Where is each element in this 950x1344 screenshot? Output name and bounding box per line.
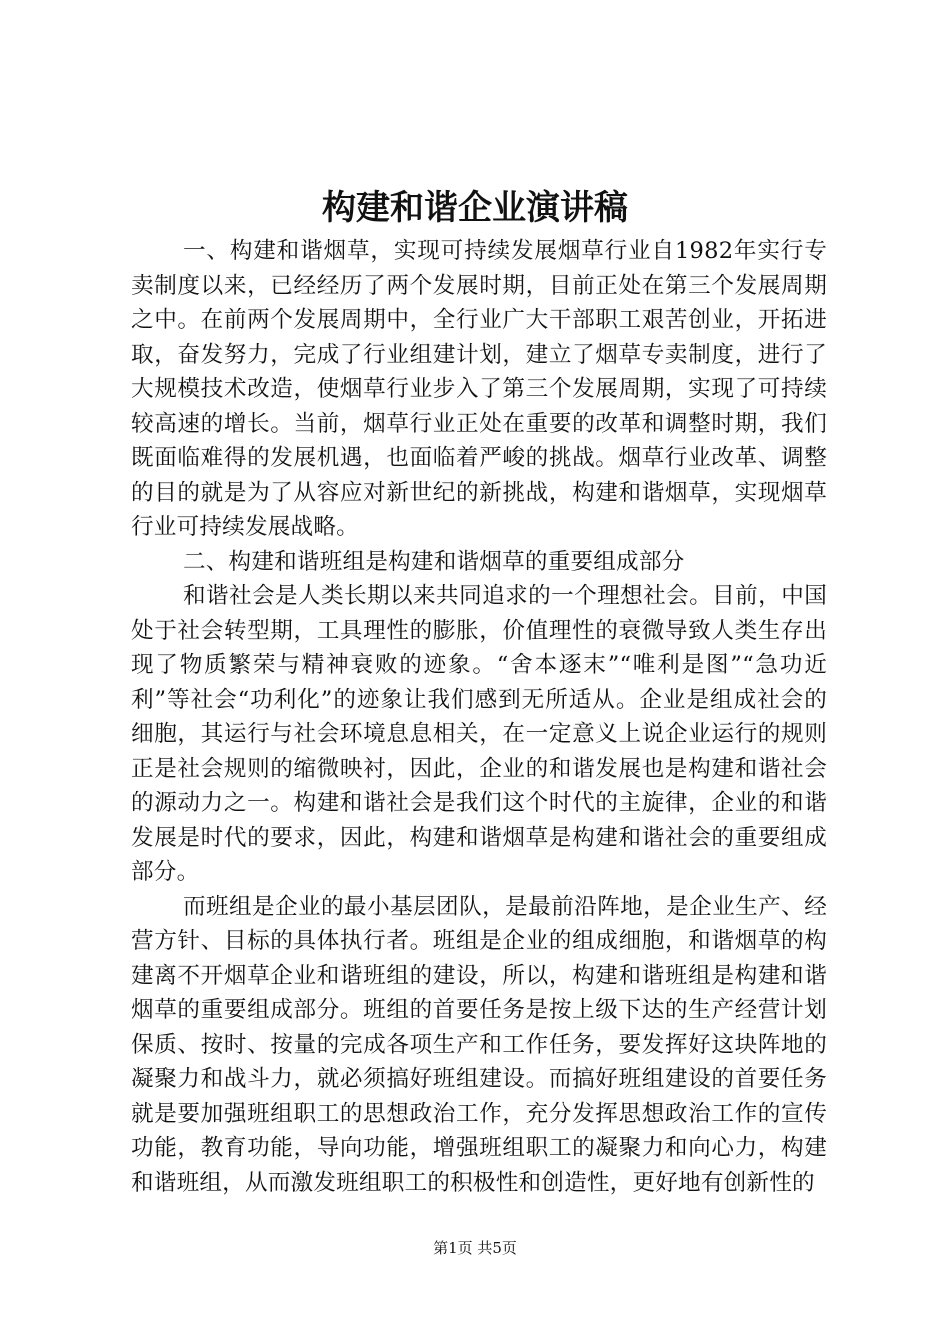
paragraph-1: 一、构建和谐烟草，实现可持续发展烟草行业自1982年实行专卖制度以来，已经经历了两个发展时期，目前正处在第三个发展周期之中。在前两个发展周期中，全行业广大干部职工艰苦创业，开拓进取，奋发努力，完成了行业组建计划，建立了烟草专卖制度，进行了大规模技术改造，使烟草行业步入了第三个发展周期，实现了可持续较高速的增长。当前，烟草行业正处在重要的改革和调整时期，我们既面临难得的发展机遇，也面临着严峻的挑战。烟草行业改革、调整的目的就是为了从容应对新世纪的新挑战，构建和谐烟草，实现烟草行业可持续发展战略。 xyxy=(131,238,827,540)
paragraph-4: 而班组是企业的最小基层团队，是最前沿阵地，是企业生产、经营方针、目标的具体执行者。班组是企业的组成细胞，和谐烟草的构建离不开烟草企业和谐班组的建设，所以，构建和谐班组是构建和谐烟草的重要组成部分。班组的首要任务是按上级下达的生产经营计划保质、按时、按量的完成各项生产和工作任务，要发挥好这块阵地的凝聚力和战斗力，就必须搞好班组建设。而搞好班组建设的首要任务就是要加强班组职工的思想政治工作，充分发挥思想政治工作的宣传功能，教育功能，导向功能，增强班组职工的凝聚力和向心力，构建和谐班组，从而激发班组职工的积极性和创造性，更好地有创新性的 xyxy=(131,893,827,1196)
document-title: 构建和谐企业演讲稿 xyxy=(322,188,628,228)
document-body xyxy=(131,234,827,1200)
paragraph-3: 和谐社会是人类长期以来共同追求的一个理想社会。目前，中国处于社会转型期，工具理性的膨胀，价值理性的衰微导致人类生存出现了物质繁荣与精神衰败的迹象。“舍本逐末”“唯利是图”“急功近利”等社会“功利化”的迹象让我们感到无所适从。企业是组成社会的细胞，其运行与社会环境息息相关，在一定意义上说企业运行的规则正是社会规则的缩微映衬，因此，企业的和谐发展也是构建和谐社会的源动力之一。构建和谐社会是我们这个时代的主旋律，企业的和谐发展是时代的要求，因此，构建和谐烟草是构建和谐社会的重要组成部分。 xyxy=(131,583,827,885)
page-footer: 第1页 共5页 xyxy=(433,1239,517,1257)
paragraph-2-heading: 二、构建和谐班组是构建和谐烟草的重要组成部分 xyxy=(182,548,685,575)
